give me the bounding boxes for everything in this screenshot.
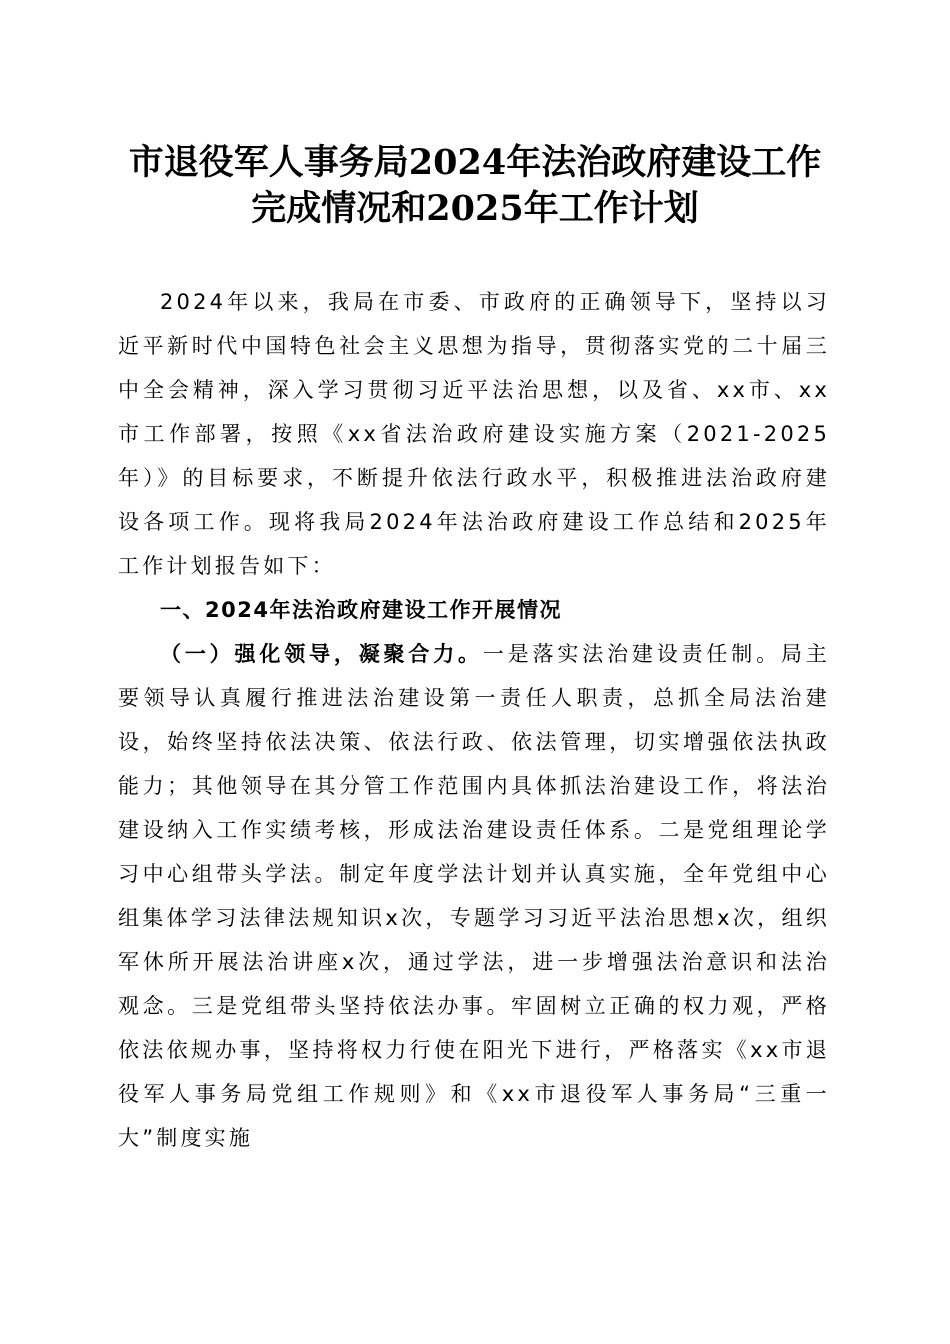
title-line-2: 完成情况和2025年工作计划 xyxy=(251,188,699,229)
intro-paragraph: 2024年以来，我局在市委、市政府的正确领导下，坚持以习近平新时代中国特色社会主义思想为指导，贯彻落实党的二十届三中全会精神，深入学习贯彻习近平法治思想，以及省、xx市、xx市工作部署，按照《xx省法治政府建设实施方案（2021-2025年）》的目标要求，不断提升依法行政水平，积极推进法治政府建设各项工作。现将我局2024年法治政府建设工作总结和2025年工作计划报告如下： xyxy=(118,290,830,578)
document-title xyxy=(100,140,850,232)
section-1-1-heading: （一）强化领导，凝聚合力。 xyxy=(160,642,483,666)
section-1-heading: 一、2024年法治政府建设工作开展情况 xyxy=(160,598,562,622)
section-1-1-paragraph xyxy=(118,632,830,1160)
title-line-1: 市退役军人事务局2024年法治政府建设工作 xyxy=(128,142,822,183)
section-1-1-body: 一是落实法治建设责任制。局主要领导认真履行推进法治建设第一责任人职责，总抓全局法治建设，始终坚持依法决策、依法行政、依法管理，切实增强依法执政能力；其他领导在其分管工作范围内具体抓法治建设工作，将法治建设纳入工作实绩考核，形成法治建设责任体系。二是党组理论学习中心组带头学法。制定年度学法计划并认真实施，全年党组中心组集体学习法律法规知识x次，专题学习习近平法治思想x次，组织军休所开展法治讲座x次，通过学法，进一步增强法治意识和法治观念。三是党组带头坚持依法办事。牢固树立正确的权力观，严格依法依规办事，坚持将权力行使在阳光下进行，严格落实《xx市退役军人事务局党组工作规则》和《xx市退役军人事务局“三重一大”制度实施 xyxy=(118,642,830,1150)
document-body xyxy=(118,280,830,1160)
